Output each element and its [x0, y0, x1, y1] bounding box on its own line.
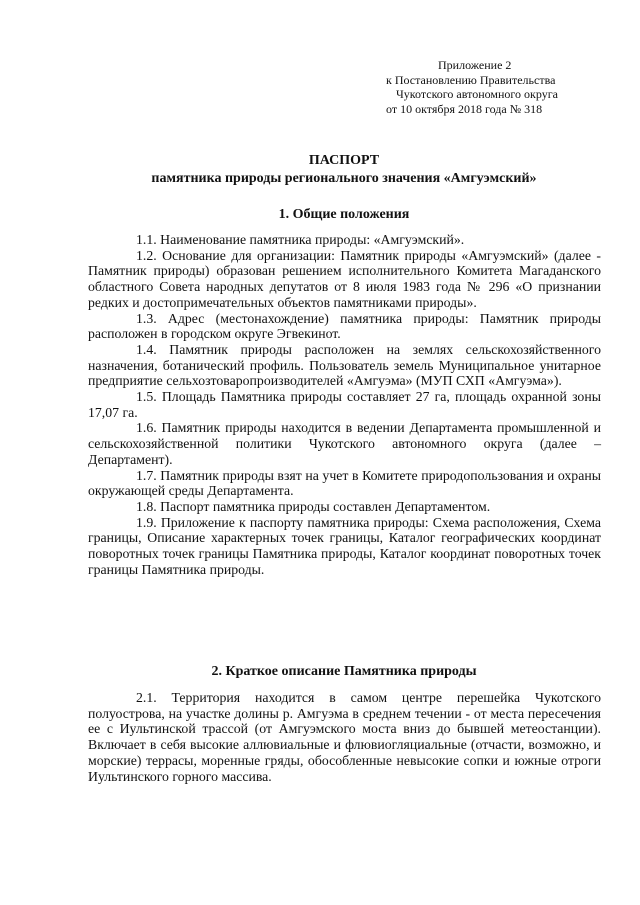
section-1-heading: 1. Общие положения — [278, 207, 410, 222]
paragraph-1-6: 1.6. Памятник природы находится в ведении Департамента промышленной и сельскохозяйственной политики Чукотского автономного округа (далее – Департамент). — [88, 420, 601, 467]
paragraph-1-3: 1.3. Адрес (местонахождение) памятника природы: Памятник природы расположен в городском округе Эгвекинот. — [88, 310, 601, 342]
paragraph-1-9: 1.9. Приложение к паспорту памятника природы: Схема расположения, Схема границы, Описание характерных точек границы, Каталог географических координат поворотных точек границы Памятника природы, Каталог координат поворотных точек границы Памятника природы. — [88, 514, 601, 577]
section-1-body — [88, 232, 601, 577]
appendix-line-4: от 10 октября 2018 года № 318 — [386, 101, 543, 116]
paragraph-1-1: 1.1. Наименование памятника природы: «Амгуэмский». — [136, 232, 465, 247]
appendix-line-1: Приложение 2 — [438, 58, 512, 72]
paragraph-2-1: 2.1. Территория находится в самом центре перешейка Чукотского полуострова, на участке долины р. Амгуэма в среднем течении - от места пересечения ее с Иультинской трассой (от Амгуэмского моста вниз до бывшей метеостанции). Включает в себя высокие аллювиальные и флювиогляциальные (отчасти, возможно, и морские) террасы, моренные гряды, обособленные невысокие сопки и южные отроги Иультинского горного массива. — [88, 690, 601, 784]
appendix-note — [386, 58, 586, 116]
section-2-heading: 2. Краткое описание Памятника природы — [211, 664, 477, 679]
document-title — [88, 152, 600, 188]
section-2-body — [88, 690, 601, 784]
title-subtitle: памятника природы регионального значения «Амгуэмский» — [151, 171, 537, 186]
paragraph-1-4: 1.4. Памятник природы расположен на землях сельскохозяйственного назначения, ботанический профиль. Пользователь земель Муниципальное унитарное предприятие сельхозтоваропроизводителей «Амгуэма» (МУП СХП «Амгуэма»). — [88, 341, 601, 389]
paragraph-1-2: 1.2. Основание для организации: Памятник природы «Амгуэмский» (далее - Памятник природы) образован решением исполнительного Комитета Магаданского областного Совета народных депутатов от 8 июля 1983 года № 296 «О признании редких и достопримечательных объектов памятниками природы». — [88, 247, 601, 310]
appendix-line-3: Чукотского автономного округа — [396, 87, 558, 101]
paragraph-1-8: 1.8. Паспорт памятника природы составлен Департаментом. — [136, 498, 491, 514]
title-main: ПАСПОРТ — [308, 153, 380, 168]
appendix-line-2: к Постановлению Правительства — [386, 72, 556, 87]
paragraph-1-7: 1.7. Памятник природы взят на учет в Комитете природопользования и охраны окружающей среды Департамента. — [88, 467, 601, 499]
paragraph-1-5: 1.5. Площадь Памятника природы составляет 27 га, площадь охранной зоны 17,07 га. — [88, 389, 601, 420]
